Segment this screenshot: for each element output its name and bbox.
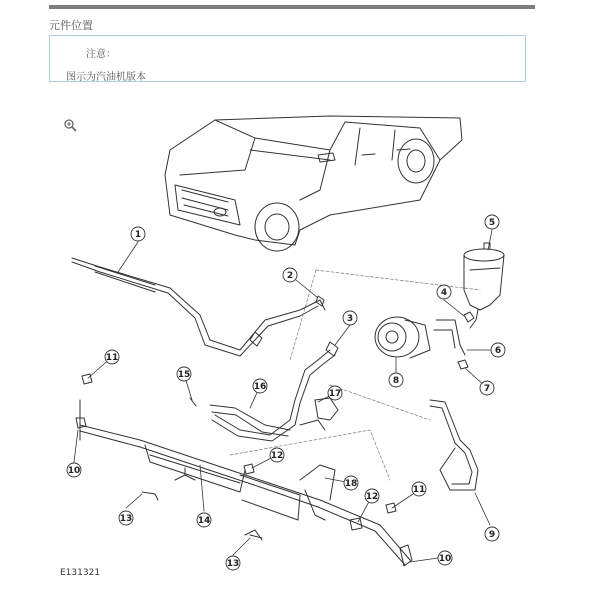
figure-code: E131321 (60, 568, 101, 578)
callout-number: 4 (440, 288, 448, 298)
callout-13 (119, 511, 133, 525)
callout-group (67, 215, 505, 570)
callout-number: 3 (346, 314, 354, 324)
callout-number: 14 (197, 516, 211, 526)
callout-number: 12 (270, 451, 284, 461)
callout-number: 15 (177, 370, 191, 380)
callout-number: 13 (226, 559, 240, 569)
callout-17 (328, 386, 342, 400)
callout-6 (491, 343, 505, 357)
reservoir (464, 243, 504, 328)
callout-8 (389, 373, 403, 387)
callout-number: 7 (483, 384, 491, 394)
callout-number: 18 (344, 479, 358, 489)
callout-9 (485, 527, 499, 541)
callout-1 (131, 227, 145, 241)
callout-10 (67, 463, 81, 477)
callout-2 (283, 268, 297, 282)
section-title: 元件位置 (49, 19, 93, 32)
callout-12 (270, 448, 284, 462)
note-text: 图示为汽油机版本 (66, 72, 146, 83)
callout-13 (226, 556, 240, 570)
callout-number: 11 (105, 353, 119, 363)
callout-number: 8 (392, 376, 400, 386)
callout-11 (105, 350, 119, 364)
callout-number: 2 (286, 271, 294, 281)
callout-14 (197, 513, 211, 527)
callout-7 (480, 381, 494, 395)
callout-number: 5 (488, 218, 496, 228)
callout-15 (177, 367, 191, 381)
callout-number: 17 (328, 389, 342, 399)
power-steering-pump (375, 317, 430, 358)
callout-3 (343, 311, 357, 325)
callout-18 (344, 476, 358, 490)
callout-number: 13 (119, 514, 133, 524)
callout-number: 16 (253, 382, 267, 392)
vehicle-illustration (165, 116, 462, 251)
callout-5 (485, 215, 499, 229)
callout-number: 6 (494, 346, 502, 356)
callout-number: 9 (488, 530, 496, 540)
callout-12 (365, 489, 379, 503)
callout-number: 11 (412, 485, 426, 495)
callout-number: 1 (134, 230, 142, 240)
steering-rack (76, 400, 412, 566)
callout-4 (437, 285, 451, 299)
callout-number: 10 (67, 466, 81, 476)
callout-16 (253, 379, 267, 393)
note-label: 注意： (86, 49, 116, 60)
callout-number: 12 (365, 492, 379, 502)
callout-11 (412, 482, 426, 496)
callout-10 (438, 551, 452, 565)
callout-number: 10 (438, 554, 452, 564)
